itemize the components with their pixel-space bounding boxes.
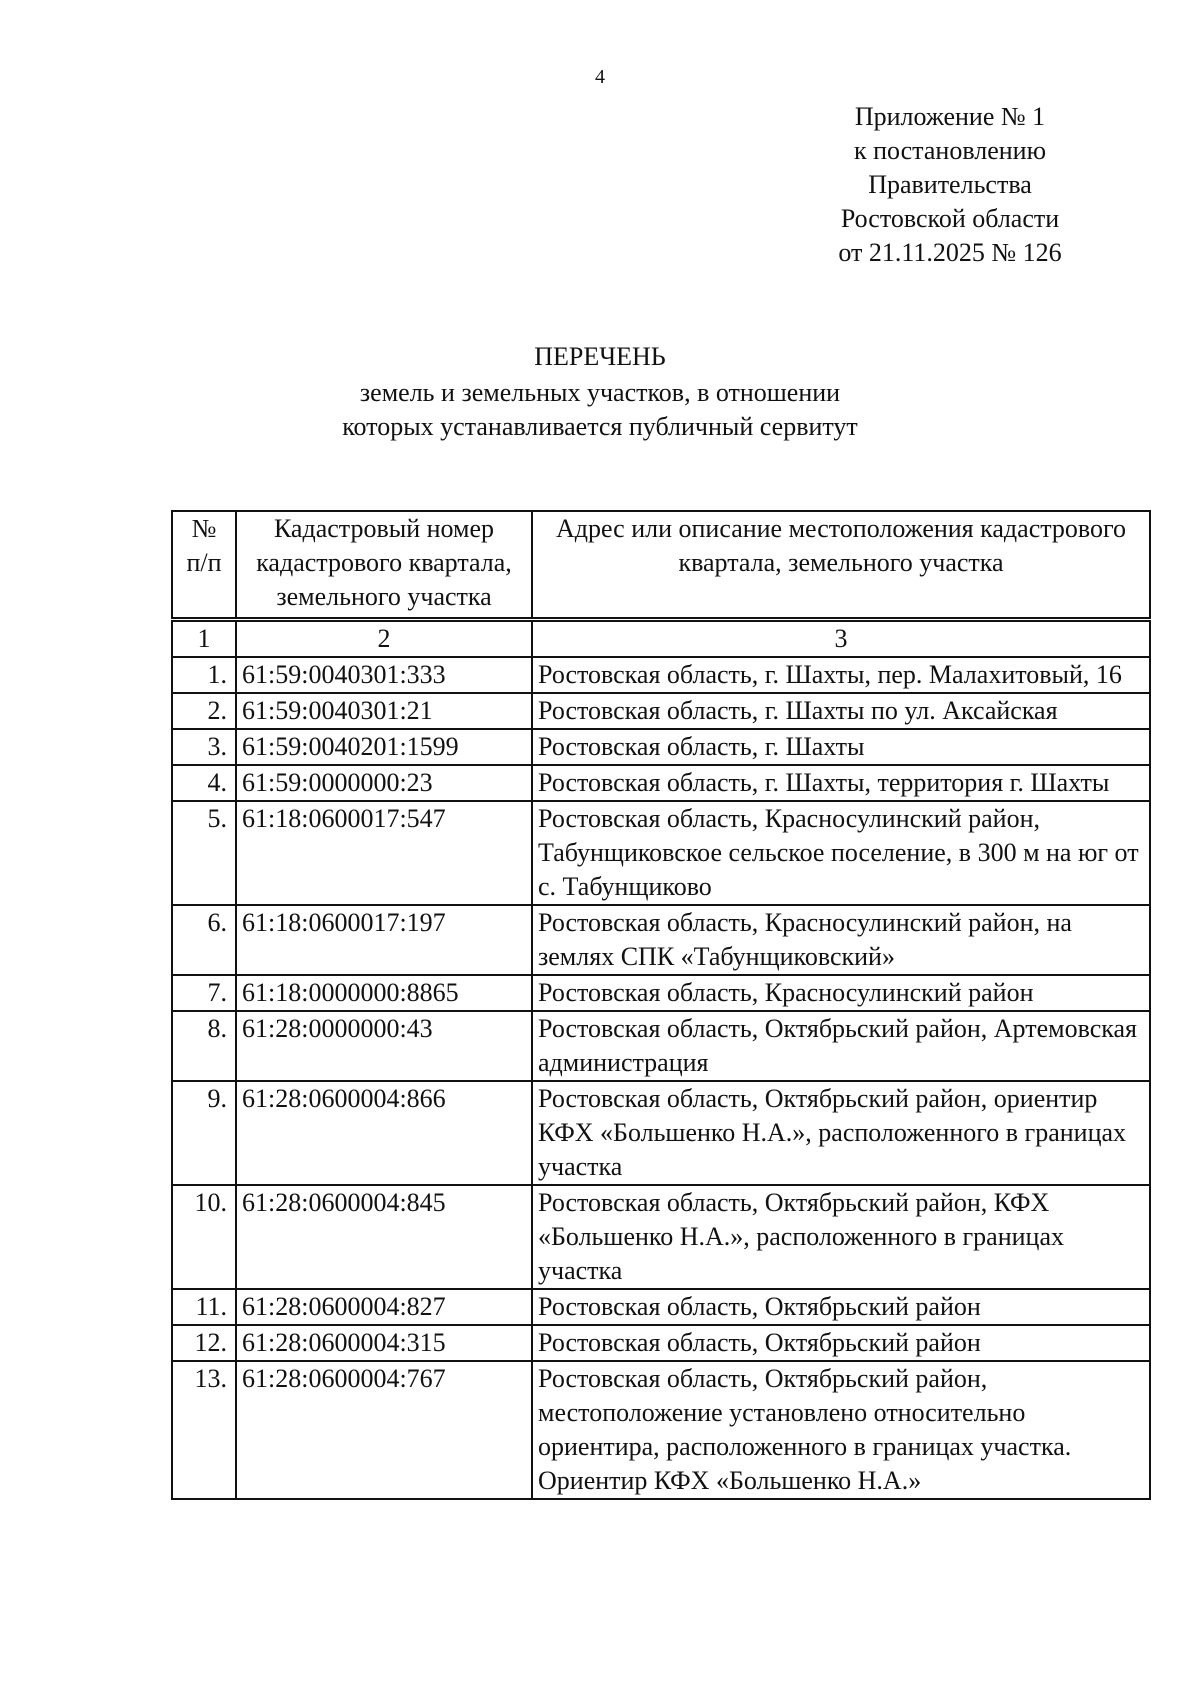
column-numbers-row <box>172 620 1150 658</box>
address-cell: Ростовская область, Октябрьский район, местоположение установлено относительно ориентира, расположенного в границах участка. Ориентир КФХ «Большенко Н.А.» <box>532 1361 1150 1499</box>
parcels-table <box>171 510 1151 1500</box>
row-number: 6. <box>172 905 236 975</box>
address-cell: Ростовская область, Красносулинский район, Табунщиковское сельское поселение, в 300 м на юг от с. Табунщиково <box>532 801 1150 905</box>
column-number: 3 <box>532 620 1150 658</box>
header-address: Адрес или описание местоположения кадастрового квартала, земельного участка <box>532 511 1150 620</box>
cadastral-number: 61:59:0040301:21 <box>236 693 532 729</box>
cadastral-number: 61:18:0600017:547 <box>236 801 532 905</box>
address-cell: Ростовская область, Октябрьский район <box>532 1289 1150 1325</box>
row-number: 3. <box>172 729 236 765</box>
column-number: 1 <box>172 620 236 658</box>
page-number: 4 <box>595 66 605 88</box>
document-title: ПЕРЕЧЕНЬ <box>534 342 666 371</box>
row-number: 5. <box>172 801 236 905</box>
column-number: 2 <box>236 620 532 658</box>
cadastral-number: 61:28:0600004:767 <box>236 1361 532 1499</box>
table-row <box>172 1361 1150 1499</box>
row-number: 12. <box>172 1325 236 1361</box>
table-row <box>172 1011 1150 1081</box>
table-row <box>172 975 1150 1011</box>
cadastral-number: 61:59:0000000:23 <box>236 765 532 801</box>
appendix-line: Правительства <box>868 170 1032 199</box>
appendix-line: Ростовской области <box>840 204 1060 233</box>
table-row <box>172 801 1150 905</box>
cadastral-number: 61:28:0600004:827 <box>236 1289 532 1325</box>
row-number: 8. <box>172 1011 236 1081</box>
address-cell: Ростовская область, Красносулинский район <box>532 975 1150 1011</box>
row-number: 9. <box>172 1081 236 1185</box>
address-cell: Ростовская область, г. Шахты по ул. Аксайская <box>532 693 1150 729</box>
appendix-line: от 21.11.2025 № 126 <box>838 238 1062 267</box>
table-row <box>172 657 1150 693</box>
row-number: 1. <box>172 657 236 693</box>
address-cell: Ростовская область, Октябрьский район, ориентир КФХ «Большенко Н.А.», расположенного в границах участка <box>532 1081 1150 1185</box>
cadastral-number: 61:18:0600017:197 <box>236 905 532 975</box>
address-cell: Ростовская область, г. Шахты <box>532 729 1150 765</box>
table-header-row <box>172 511 1150 620</box>
row-number: 2. <box>172 693 236 729</box>
table-row <box>172 1185 1150 1289</box>
document-subtitle <box>0 376 1200 444</box>
address-cell: Ростовская область, Октябрьский район <box>532 1325 1150 1361</box>
row-number: 13. <box>172 1361 236 1499</box>
address-cell: Ростовская область, Октябрьский район, Артемовская администрация <box>532 1011 1150 1081</box>
cadastral-number: 61:28:0600004:866 <box>236 1081 532 1185</box>
table-row <box>172 1081 1150 1185</box>
cadastral-number: 61:28:0600004:845 <box>236 1185 532 1289</box>
table-row <box>172 765 1150 801</box>
table-row <box>172 1325 1150 1361</box>
table-row <box>172 729 1150 765</box>
table-row <box>172 693 1150 729</box>
cadastral-number: 61:59:0040301:333 <box>236 657 532 693</box>
row-number: 4. <box>172 765 236 801</box>
cadastral-number: 61:28:0600004:315 <box>236 1325 532 1361</box>
address-cell: Ростовская область, Красносулинский район, на землях СПК «Табунщиковский» <box>532 905 1150 975</box>
cadastral-number: 61:28:0000000:43 <box>236 1011 532 1081</box>
appendix-block <box>800 100 1100 270</box>
table-row <box>172 1289 1150 1325</box>
appendix-line: Приложение № 1 <box>854 102 1046 131</box>
address-cell: Ростовская область, г. Шахты, территория г. Шахты <box>532 765 1150 801</box>
row-number: 7. <box>172 975 236 1011</box>
cadastral-number: 61:59:0040201:1599 <box>236 729 532 765</box>
appendix-line: к постановлению <box>853 136 1047 165</box>
row-number: 10. <box>172 1185 236 1289</box>
subtitle-line: земель и земельных участков, в отношении <box>359 378 841 407</box>
address-cell: Ростовская область, Октябрьский район, КФХ «Большенко Н.А.», расположенного в границах участка <box>532 1185 1150 1289</box>
row-number: 11. <box>172 1289 236 1325</box>
table-row <box>172 905 1150 975</box>
cadastral-number: 61:18:0000000:8865 <box>236 975 532 1011</box>
header-cadastral: Кадастровый номер кадастрового квартала, земельного участка <box>236 511 532 620</box>
header-number: № п/п <box>172 511 236 620</box>
address-cell: Ростовская область, г. Шахты, пер. Малахитовый, 16 <box>532 657 1150 693</box>
subtitle-line: которых устанавливается публичный сервитут <box>342 412 858 441</box>
